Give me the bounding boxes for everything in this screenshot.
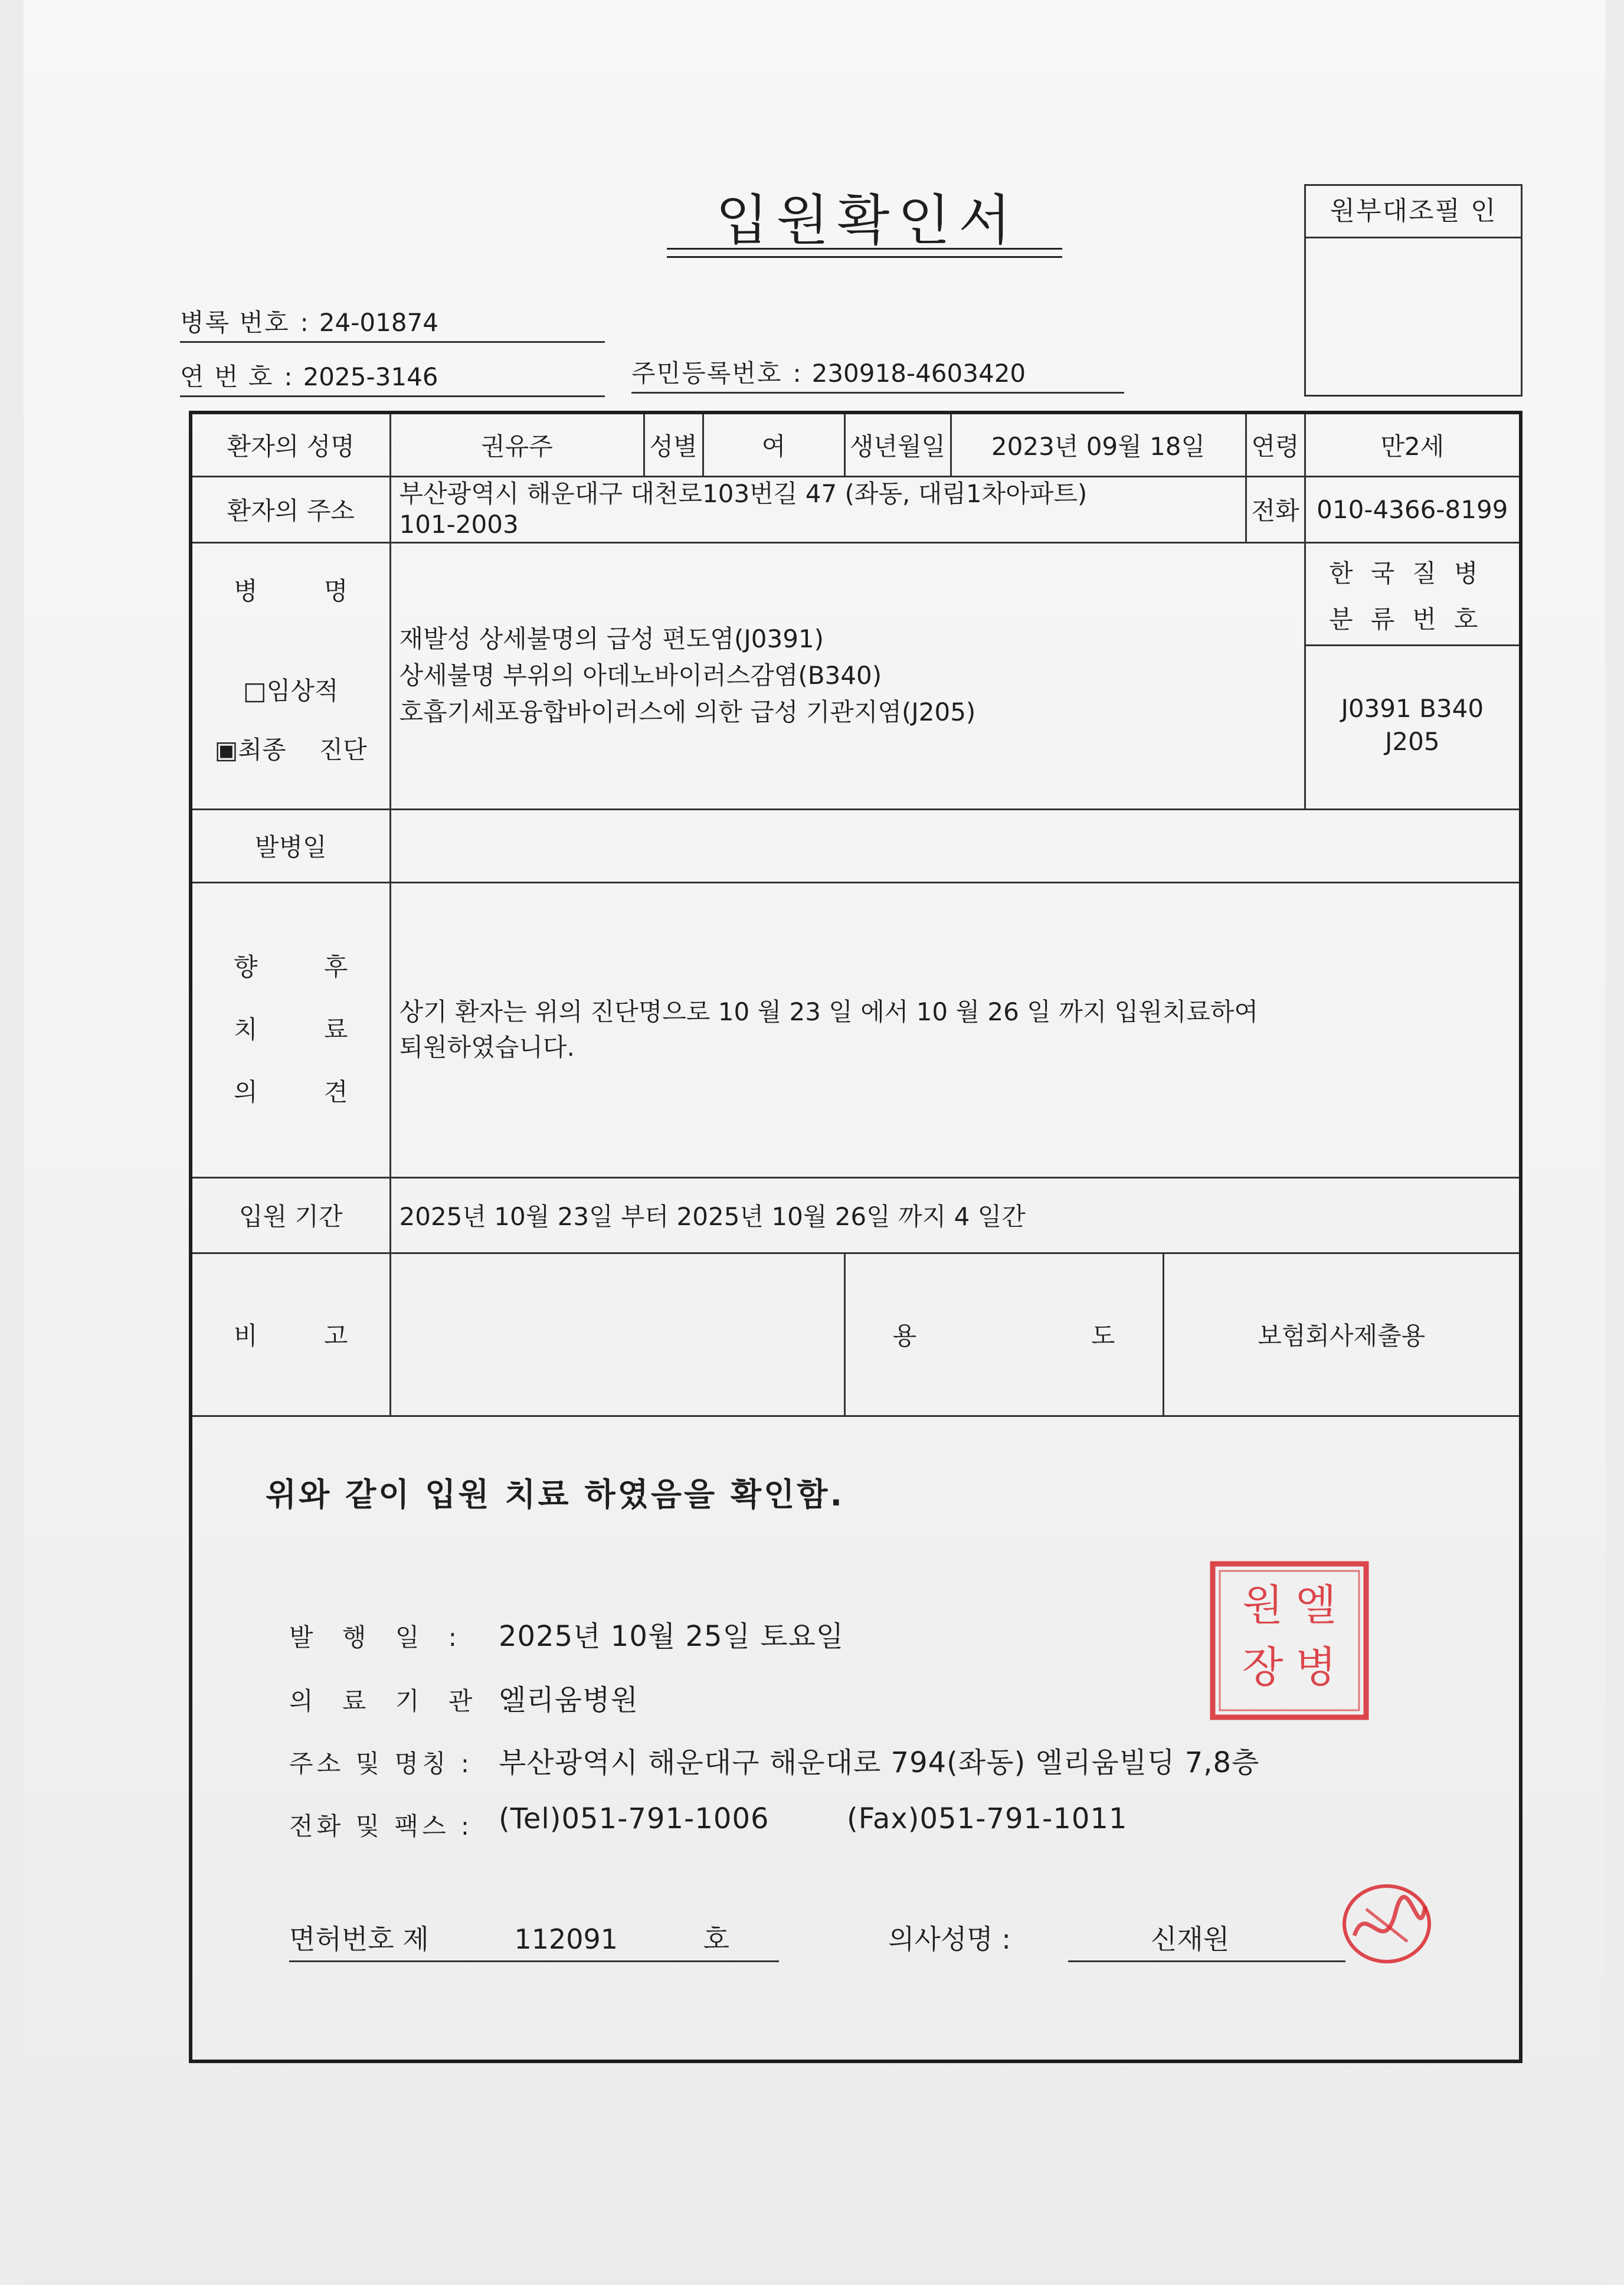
dob-value: 2023년 09월 18일 <box>951 413 1246 476</box>
serial-number-label: 연 번 호 <box>180 362 274 391</box>
dob-label: 생년월일 <box>844 413 951 476</box>
serial-number-row: 연 번 호 : 2025-3146 <box>180 358 605 397</box>
issue-date-value: 2025년 10월 25일 토요일 <box>499 1620 844 1653</box>
diagnosis-row <box>191 542 1521 809</box>
address-label: 환자의 주소 <box>191 476 390 542</box>
institution-address: 부산광역시 해운대구 해운대로 794(좌동) 엘리움빌딩 7,8층 <box>499 1746 1260 1779</box>
license-number: 112091 <box>514 1923 618 1955</box>
doctor-name: 신재원 <box>1068 1918 1345 1962</box>
diagnosis-text <box>390 542 1305 809</box>
institution-value: 엘리움병원 <box>499 1684 639 1717</box>
license-suffix: 호 <box>703 1923 730 1955</box>
diagnosis-line-3: 호흡기세포융합바이러스에 의한 급성 기관지염(J205) <box>399 698 976 726</box>
onset-value <box>390 809 1521 882</box>
issue-date-label: 발 행 일 : <box>289 1623 467 1652</box>
onset-row <box>191 809 1521 882</box>
address-line-2: 101-2003 <box>399 510 519 539</box>
title-underline-double <box>667 256 1062 258</box>
institution-label: 의 료 기 관 : <box>289 1687 520 1716</box>
doctor-signature-seal <box>1331 1877 1443 1971</box>
phone-label: 전화 <box>1246 476 1305 542</box>
confirmation-statement: 위와 같이 입원 치료 하였음을 확인함. <box>266 1476 844 1513</box>
address-value <box>390 476 1246 542</box>
patient-name: 권유주 <box>390 413 644 476</box>
address-row <box>191 476 1521 542</box>
record-number-value: 24-01874 <box>319 308 439 337</box>
address-name-label: 주소 및 명칭 : <box>289 1749 473 1778</box>
age-label: 연령 <box>1246 413 1305 476</box>
treatment-opinion-line-1: 상기 환자는 위의 진단명으로 10 월 23 일 에서 10 월 26 일 까지 입원치료하여 <box>399 997 1259 1026</box>
sex-label: 성별 <box>644 413 703 476</box>
purpose-value: 보험회사제출용 <box>1163 1253 1521 1416</box>
remarks-label: 비 고 <box>191 1253 390 1416</box>
purpose-label: 용 도 <box>844 1253 1163 1416</box>
remarks-row <box>191 1253 1521 1416</box>
onset-label: 발병일 <box>191 809 390 882</box>
diagnosis-line-1: 재발성 상세불명의 급성 편도염(J0391) <box>399 624 824 653</box>
treatment-opinion-row <box>191 882 1521 1177</box>
kcd-label: 한국질병 분류번호 <box>1306 546 1520 646</box>
tel-value: (Tel)051-791-1006 <box>499 1802 770 1835</box>
patient-name-label: 환자의 성명 <box>191 413 390 476</box>
sex-value: 여 <box>703 413 844 476</box>
remarks-value <box>390 1253 844 1416</box>
diagnosis-line-2: 상세불명 부위의 아데노바이러스감염(B340) <box>399 661 882 690</box>
final-diagnosis-checkbox: ▣최종 진단 <box>214 735 367 764</box>
svg-text:병: 병 <box>1295 1642 1337 1692</box>
diagnosis-label-cell <box>191 542 390 809</box>
admission-period-row <box>191 1177 1521 1253</box>
record-number-row: 병록 번호 : 24-01874 <box>180 303 605 343</box>
resident-number-value: 230918-4603420 <box>811 359 1026 388</box>
treatment-opinion-label: 향 후 치 료 의 견 <box>191 882 390 1177</box>
clinical-diagnosis-checkbox: □임상적 <box>243 676 339 705</box>
kcd-codes: J0391 B340 J205 <box>1341 694 1484 756</box>
svg-text:장: 장 <box>1242 1642 1284 1692</box>
doctor-label: 의사성명 : <box>888 1923 1011 1955</box>
license-label: 면허번호 제 <box>289 1923 429 1955</box>
admission-period-label: 입원 기간 <box>191 1177 390 1253</box>
license-row <box>289 1918 779 1962</box>
svg-text:원: 원 <box>1242 1580 1284 1630</box>
document-page <box>24 0 1605 2285</box>
treatment-opinion-line-2: 퇴원하였습니다. <box>399 1033 575 1062</box>
patient-info-row <box>191 413 1521 476</box>
diagnosis-type-options <box>192 662 389 780</box>
age-value: 만2세 <box>1305 413 1521 476</box>
admission-period-value: 2025년 10월 23일 부터 2025년 10월 26일 까지 4 일간 <box>390 1177 1521 1253</box>
verification-stamp-box <box>1304 184 1523 397</box>
title-underline <box>667 248 1062 250</box>
address-line-1: 부산광역시 해운대구 대천로103번길 47 (좌동, 대림1차아파트) <box>399 479 1088 508</box>
diagnosis-label: 병 명 <box>234 577 348 605</box>
contact-label: 전화 및 팩스 : <box>289 1812 473 1841</box>
svg-text:엘: 엘 <box>1295 1580 1337 1630</box>
treatment-opinion-text <box>390 882 1521 1177</box>
document-title: 입원확인서 <box>715 189 1020 252</box>
resident-number-row: 주민등록번호 : 230918-4603420 <box>631 354 1124 394</box>
fax-value: (Fax)051-791-1011 <box>847 1802 1128 1835</box>
hospital-seal-stamp <box>1207 1558 1372 1723</box>
kcd-code-cell <box>1305 542 1521 809</box>
stamp-box-label: 원부대조필 인 <box>1306 186 1521 238</box>
phone-value: 010-4366-8199 <box>1305 476 1521 542</box>
serial-number-value: 2025-3146 <box>303 362 438 391</box>
record-number-label: 병록 번호 <box>180 308 290 337</box>
resident-number-label: 주민등록번호 <box>631 359 782 388</box>
